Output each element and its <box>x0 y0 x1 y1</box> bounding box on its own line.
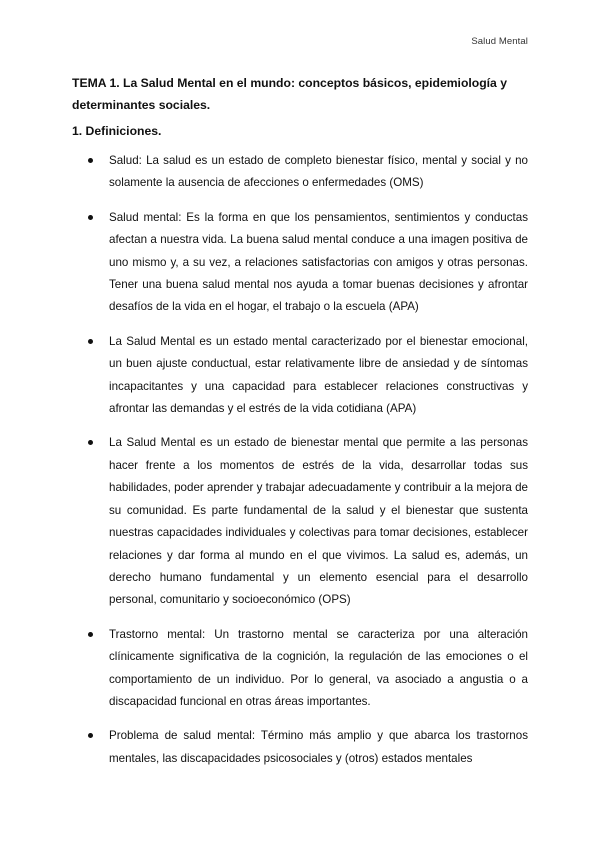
definition-text: Trastorno mental: Un trastorno mental se caracteriza por una alteración clínicamente significativa de la cognición, la regulación de las emociones o el comportamiento de un individuo. Por lo general, va asociado a angustia o a discapacidad funcional en otras áreas importantes. <box>109 627 528 708</box>
definition-item <box>72 624 528 714</box>
definition-item <box>72 432 528 611</box>
running-header: Salud Mental <box>471 36 528 47</box>
definition-item <box>72 331 528 421</box>
definition-item <box>72 207 528 319</box>
bullet-icon <box>88 632 93 637</box>
definition-text: Salud: La salud es un estado de completo bienestar físico, mental y social y no solamente la ausencia de afecciones o enfermedades (OMS) <box>109 154 528 190</box>
bullet-icon <box>88 733 93 738</box>
bullet-icon <box>88 339 93 344</box>
definition-text: Problema de salud mental: Término más amplio y que abarca los trastornos mentales, las discapacidades psicosociales y (otros) estados mentales <box>109 729 528 765</box>
definition-text: La Salud Mental es un estado de bienestar mental que permite a las personas hacer frente a los momentos de estrés de la vida, desarrollar todas sus habilidades, poder aprender y trabajar adecuadamente y contribuir a la mejora de su comunidad. Es parte fundamental de la salud y el bienestar que sustenta nuestras capacidades individuales y colectivas para tomar decisiones, establecer relaciones y dar forma al mundo en el que vivimos. La salud es, además, un derecho humano fundamental y un elemento esencial para el desarrollo personal, comunitario y socioeconómico (OPS) <box>109 436 528 607</box>
definition-text: La Salud Mental es un estado mental caracterizado por el bienestar emocional, un buen ajuste conductual, estar relativamente libre de ansiedad y de síntomas incapacitantes y una capacidad para establecer relaciones constructivas y afrontar las demandas y el estrés de la vida cotidiana (APA) <box>109 334 528 416</box>
definitions-list <box>72 150 528 782</box>
bullet-icon <box>88 158 93 163</box>
definition-item <box>72 150 528 195</box>
definition-text: Salud mental: Es la forma en que los pensamientos, sentimientos y conductas afectan a nuestra vida. La buena salud mental conduce a una imagen positiva de uno mismo y, a su vez, a relaciones satisfactorias con amigos y otras personas. Tener una buena salud mental nos ayuda a tomar buenas decisiones y afrontar desafíos de la vida en el hogar, el trabajo o la escuela (APA) <box>109 210 528 314</box>
bullet-icon <box>88 215 93 220</box>
definition-item <box>72 725 528 770</box>
section-heading: 1. Definiciones. <box>72 124 162 138</box>
document-title: TEMA 1. La Salud Mental en el mundo: conceptos básicos, epidemiología y determinantes sociales. <box>72 76 507 112</box>
bullet-icon <box>88 440 93 445</box>
